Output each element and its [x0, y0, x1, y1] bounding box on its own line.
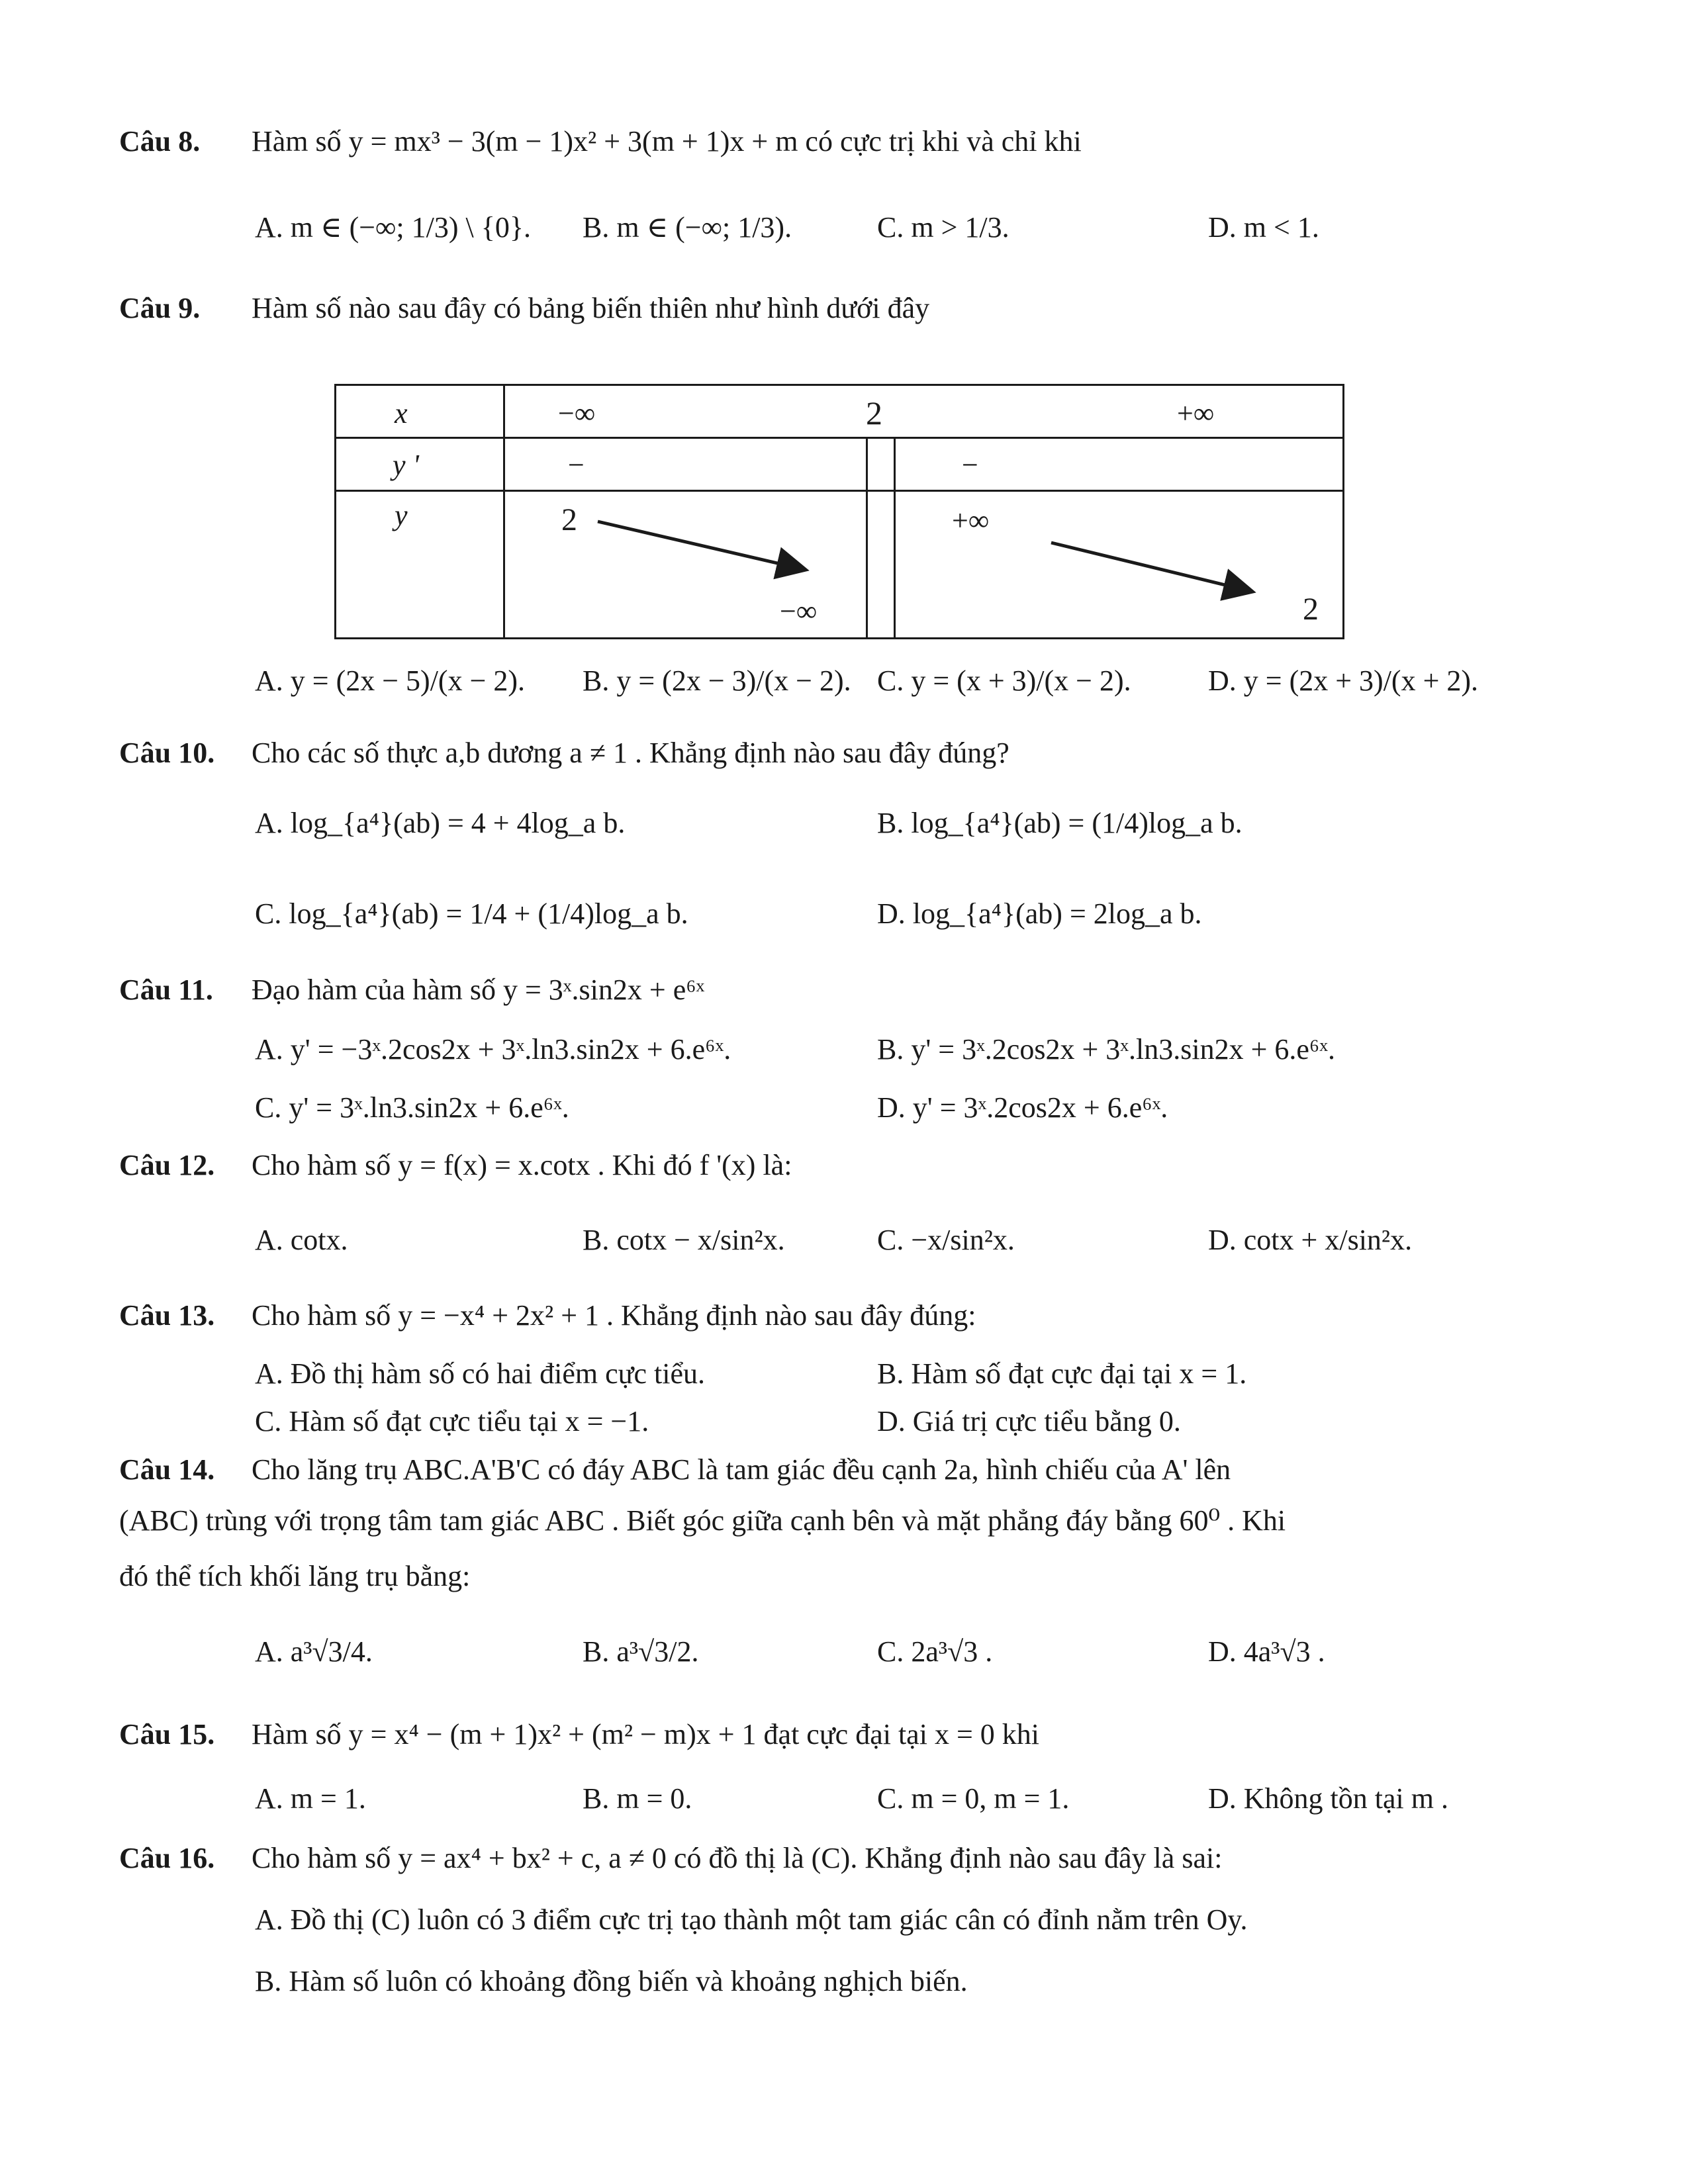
question-stem-continued: đó thể tích khối lăng trụ bằng: — [119, 1560, 471, 1592]
option-a: A. a³√3/4. — [255, 1635, 373, 1668]
question-13 — [119, 1298, 214, 1332]
option-a: A. Đồ thị (C) luôn có 3 điểm cực trị tạo thành một tam giác cân có đỉnh nằm trên Oy. — [255, 1903, 1248, 1936]
option-a: A. m = 1. — [255, 1782, 366, 1815]
question-11 — [119, 973, 213, 1007]
table-label-y: y — [395, 499, 408, 531]
option-b: B. Hàm số đạt cực đại tại x = 1. — [877, 1357, 1247, 1390]
option-d: D. Giá trị cực tiểu bằng 0. — [877, 1405, 1181, 1437]
question-number: Câu 14. — [119, 1453, 215, 1486]
question-number: Câu 16. — [119, 1842, 215, 1874]
table-x-mid: 2 — [866, 394, 882, 432]
option-d: D. cotx + x/sin²x. — [1208, 1224, 1413, 1256]
question-stem: Cho các số thực a,b dương a ≠ 1 . Khẳng định nào sau đây đúng? — [252, 737, 1009, 769]
question-number: Câu 8. — [119, 125, 201, 158]
option-c: C. 2a³√3 . — [877, 1635, 993, 1668]
option-a: A. cotx. — [255, 1224, 348, 1256]
option-a: A. m ∈ (−∞; 1/3) \ {0}. — [255, 211, 531, 244]
question-stem: Hàm số y = mx³ − 3(m − 1)x² + 3(m + 1)x + m có cực trị khi và chỉ khi — [252, 125, 1082, 158]
option-b: B. m ∈ (−∞; 1/3). — [583, 211, 792, 244]
option-a: A. log_{a⁴}(ab) = 4 + 4log_a b. — [255, 807, 626, 839]
question-stem: Hàm số nào sau đây có bảng biến thiên như hình dưới đây — [252, 292, 930, 324]
option-b: B. log_{a⁴}(ab) = (1/4)log_a b. — [877, 807, 1243, 839]
table-y-right-top: +∞ — [952, 504, 990, 537]
option-d: D. y = (2x + 3)/(x + 2). — [1208, 664, 1479, 697]
table-y-left-bottom: −∞ — [780, 595, 818, 627]
table-label-yp: y ' — [393, 449, 419, 481]
option-d: D. log_{a⁴}(ab) = 2log_a b. — [877, 897, 1202, 930]
question-stem: Cho lăng trụ ABC.A'B'C có đáy ABC là tam giác đều cạnh 2a, hình chiếu của A' lên — [252, 1453, 1231, 1486]
question-12 — [119, 1148, 214, 1182]
question-number: Câu 11. — [119, 974, 213, 1006]
question-9 — [119, 291, 200, 325]
question-stem-continued: (ABC) trùng với trọng tâm tam giác ABC . Biết góc giữa cạnh bên và mặt phẳng đáy bằng 60⁰ . Khi — [119, 1504, 1286, 1537]
question-stem: Đạo hàm của hàm số y = 3ˣ.sin2x + e⁶ˣ — [252, 974, 705, 1006]
question-number: Câu 9. — [119, 292, 201, 324]
option-a: A. y' = −3ˣ.2cos2x + 3ˣ.ln3.sin2x + 6.e⁶ˣ. — [255, 1033, 731, 1066]
question-16 — [119, 1841, 214, 1875]
option-c: C. −x/sin²x. — [877, 1224, 1015, 1256]
question-14 — [119, 1453, 214, 1486]
option-d: D. y' = 3ˣ.2cos2x + 6.e⁶ˣ. — [877, 1091, 1168, 1124]
decreasing-arrow-left — [598, 522, 803, 569]
question-number: Câu 12. — [119, 1149, 215, 1181]
option-c: C. y' = 3ˣ.ln3.sin2x + 6.e⁶ˣ. — [255, 1091, 569, 1124]
table-x-left: −∞ — [558, 397, 596, 430]
question-10 — [119, 736, 214, 770]
option-b: B. y = (2x − 3)/(x − 2). — [583, 664, 851, 697]
question-number: Câu 15. — [119, 1718, 215, 1751]
option-a: A. y = (2x − 5)/(x − 2). — [255, 664, 526, 697]
variation-table — [334, 384, 1344, 639]
table-label-x: x — [395, 397, 408, 430]
table-y-left-top: 2 — [561, 502, 577, 537]
option-b: B. Hàm số luôn có khoảng đồng biến và khoảng nghịch biến. — [255, 1965, 968, 1997]
question-stem: Cho hàm số y = f(x) = x.cotx . Khi đó f '(x) là: — [252, 1149, 792, 1181]
option-a: A. Đồ thị hàm số có hai điểm cực tiểu. — [255, 1357, 706, 1390]
question-number: Câu 13. — [119, 1299, 215, 1332]
question-stem: Cho hàm số y = ax⁴ + bx² + c, a ≠ 0 có đồ thị là (C). Khẳng định nào sau đây là sai: — [252, 1842, 1223, 1874]
table-yp-right: − — [962, 449, 978, 481]
option-c: C. Hàm số đạt cực tiểu tại x = −1. — [255, 1405, 649, 1437]
option-b: B. a³√3/2. — [583, 1635, 699, 1668]
question-stem: Hàm số y = x⁴ − (m + 1)x² + (m² − m)x + 1 đạt cực đại tại x = 0 khi — [252, 1718, 1039, 1751]
decreasing-arrow-right — [1051, 543, 1250, 591]
question-15 — [119, 1717, 214, 1751]
table-arrows — [336, 386, 1342, 637]
option-b: B. m = 0. — [583, 1782, 692, 1815]
question-number: Câu 10. — [119, 737, 215, 769]
question-stem: Cho hàm số y = −x⁴ + 2x² + 1 . Khẳng định nào sau đây đúng: — [252, 1299, 976, 1332]
table-yp-left: − — [568, 449, 585, 481]
option-d: D. 4a³√3 . — [1208, 1635, 1325, 1668]
option-c: C. log_{a⁴}(ab) = 1/4 + (1/4)log_a b. — [255, 897, 688, 930]
option-b: B. cotx − x/sin²x. — [583, 1224, 785, 1256]
option-d: D. m < 1. — [1208, 211, 1319, 244]
option-c: C. m = 0, m = 1. — [877, 1782, 1070, 1815]
option-d: D. Không tồn tại m . — [1208, 1782, 1448, 1815]
question-8 — [119, 124, 200, 158]
table-y-right-bottom: 2 — [1303, 592, 1319, 627]
option-c: C. y = (x + 3)/(x − 2). — [877, 664, 1131, 697]
option-c: C. m > 1/3. — [877, 211, 1009, 244]
table-x-right: +∞ — [1177, 397, 1215, 430]
option-b: B. y' = 3ˣ.2cos2x + 3ˣ.ln3.sin2x + 6.e⁶ˣ. — [877, 1033, 1335, 1066]
